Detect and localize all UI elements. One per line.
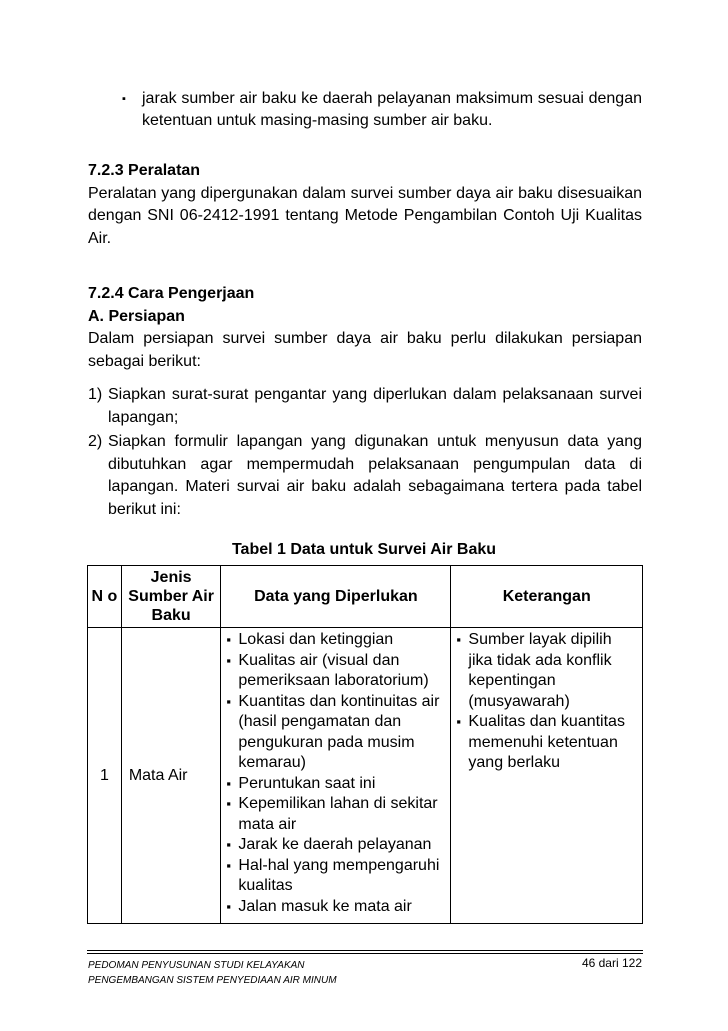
row-jenis: Mata Air <box>121 628 221 924</box>
page-number: 46 dari 122 <box>581 956 642 970</box>
header-keterangan: Keterangan <box>451 566 643 628</box>
list-item: ▪ Jalan masuk ke mata air <box>225 897 448 918</box>
list-item: ▪ Kualitas air (visual dan pemeriksaan laboratorium) <box>225 651 448 692</box>
data-list <box>225 630 448 917</box>
header-data: Data yang Diperlukan <box>221 566 451 628</box>
table-row <box>88 628 643 924</box>
list-text: Siapkan formulir lapangan yang digunakan untuk menyusun data yang dibutuhkan agar mempermudah pelaksanaan pengumpulan data di lapangan. Materi survai air baku adalah sebagaimana tertera pada tabel berikut ini: <box>108 433 642 518</box>
list-item: ▪ Lokasi dan ketinggian <box>225 630 448 651</box>
list-item: ▪ Kepemilikan lahan di sekitar mata air <box>225 794 448 835</box>
section-intro: Dalam persiapan survei sumber daya air baku perlu dilakukan persiapan sebagai berikut: <box>88 330 642 370</box>
header-jenis: Jenis Sumber Air Baku <box>121 566 221 628</box>
table-header-row <box>88 566 643 628</box>
list-number: 2) <box>88 433 103 450</box>
list-number: 1) <box>88 386 103 403</box>
list-item <box>88 431 642 521</box>
footer-divider <box>87 953 643 954</box>
row-keterangan-cell <box>451 628 643 924</box>
footer-title <box>88 958 337 988</box>
header-no: N o <box>88 566 122 628</box>
square-bullet-icon: ▪ <box>122 93 126 105</box>
section-peralatan <box>88 160 642 250</box>
row-number: 1 <box>88 628 122 924</box>
footer-line-2: PENGEMBANGAN SISTEM PENYEDIAAN AIR MINUM <box>88 975 337 986</box>
footer-line-1: PEDOMAN PENYUSUNAN STUDI KELAYAKAN <box>88 960 305 971</box>
table-caption: Tabel 1 Data untuk Survei Air Baku <box>231 541 497 558</box>
footer-divider <box>87 950 643 951</box>
list-item: ▪ Hal-hal yang mempengaruhi kualitas <box>225 856 448 897</box>
subsection-heading: A. Persiapan <box>88 307 185 325</box>
list-item: ▪ Sumber layak dipilih jika tidak ada konflik kepentingan (musyawarah) <box>455 630 640 712</box>
list-item: ▪ Jarak ke daerah pelayanan <box>225 835 448 856</box>
list-item: ▪ Peruntukan saat ini <box>225 774 448 795</box>
section-heading: 7.2.3 Peralatan <box>88 162 201 179</box>
list-item <box>88 384 642 429</box>
row-data-cell <box>221 628 451 924</box>
section-paragraph: Peralatan yang dipergunakan dalam survei sumber daya air baku disesuaikan dengan SNI 06-2412-1991 tentang Metode Pengambilan Contoh Uji Kualitas Air. <box>88 184 642 247</box>
top-bullet-text: jarak sumber air baku ke daerah pelayanan maksimum sesuai dengan ketentuan untuk masing-masing sumber air baku. <box>142 90 642 129</box>
data-table <box>87 565 643 924</box>
keterangan-list <box>455 630 640 774</box>
list-item: ▪ Kualitas dan kuantitas memenuhi ketentuan yang berlaku <box>455 712 640 774</box>
section-heading: 7.2.4 Cara Pengerjaan <box>88 285 255 302</box>
section-cara-pengerjaan <box>88 283 642 373</box>
list-item: ▪ Kuantitas dan kontinuitas air (hasil pengamatan dan pengukuran pada musim kemarau) <box>225 692 448 774</box>
list-text: Siapkan surat-surat pengantar yang diperlukan dalam pelaksanaan survei lapangan; <box>108 386 642 426</box>
